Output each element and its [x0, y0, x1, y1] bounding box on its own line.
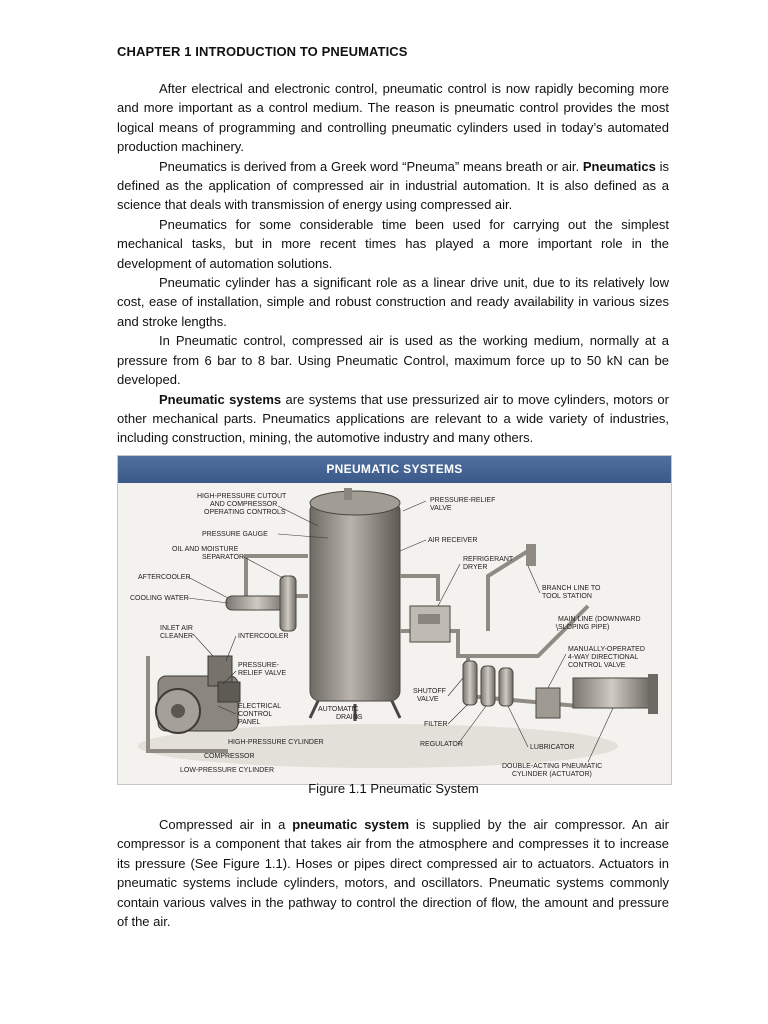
paragraph-1: After electrical and electronic control, pneumatic control is now rapidly becoming more and more important as a control medium. The reason is pneumatic control provides the most logical means of programming and controlling pneumatic cylinders used in today’s automated production machinery.	[117, 81, 669, 155]
label-inlet-2: CLEANER	[160, 633, 194, 640]
label-regulator: REGULATOR	[420, 741, 463, 748]
paragraph-4: Pneumatic cylinder has a significant role as a linear drive unit, due to its relatively low cost, ease of installation, simple and robust construction and ready availability in various sizes and stroke lengths.	[117, 275, 669, 329]
label-hp-cutout-3: OPERATING CONTROLS	[204, 509, 286, 516]
label-lubricator: LUBRICATOR	[530, 744, 575, 751]
label-prv-small-2: RELIEF VALVE	[238, 670, 286, 677]
label-manual-2: 4-WAY DIRECTIONAL	[568, 654, 639, 661]
paragraph-7-text: Compressed air in a	[159, 817, 293, 832]
label-filter: FILTER	[424, 721, 448, 728]
label-ref-dryer-2: DRYER	[463, 564, 488, 571]
paragraph-6	[117, 390, 669, 448]
label-oil-sep-2: SEPARATOR	[202, 554, 245, 561]
label-shutoff-2: VALVE	[417, 696, 439, 703]
figure-caption: Figure 1.1 Pneumatic System	[308, 781, 479, 796]
label-cooling-water: COOLING WATER	[130, 595, 189, 602]
label-ecp-3: PANEL	[238, 719, 261, 726]
paragraph-5: In Pneumatic control, compressed air is used as the working medium, normally at a pressure from 6 bar to 8 bar. Using Pneumatic Control, maximum force up to 50 kN can be developed.	[117, 333, 669, 388]
label-dacyl-2: CYLINDER (ACTUATOR)	[512, 771, 592, 778]
paragraph-7-bold: pneumatic system	[292, 817, 410, 832]
paragraph-2	[117, 157, 669, 215]
paragraph-2-bold: Pneumatics	[582, 158, 656, 174]
label-manual-3: CONTROL VALVE	[568, 662, 626, 669]
paragraph-7	[117, 815, 669, 931]
refrigerant-dryer	[410, 606, 450, 642]
intro-text	[117, 79, 669, 448]
label-hp-cutout-2: AND COMPRESSOR	[210, 501, 278, 508]
post-figure-text	[117, 815, 669, 931]
paragraph-2-rest: is defined as the application of compressed air in industrial automation. It is also defined as a science that deals with transmission of energy using compressed air.	[117, 158, 669, 213]
label-hp-cyl: HIGH-PRESSURE CYLINDER	[228, 739, 324, 746]
air-receiver-tank	[310, 488, 400, 721]
label-auto-2: DRAINS	[336, 714, 363, 721]
label-branch-1: BRANCH LINE TO	[542, 585, 601, 592]
label-dacyl-1: DOUBLE-ACTING PNEUMATIC	[502, 763, 603, 770]
chapter-title: CHAPTER 1 INTRODUCTION TO PNEUMATICS	[117, 44, 408, 59]
label-inlet-1: INLET AIR	[160, 625, 193, 632]
label-prv-top-2: VALVE	[430, 505, 452, 512]
label-shutoff-1: SHUTOFF	[413, 688, 446, 695]
label-compressor: COMPRESSOR	[204, 753, 255, 760]
directional-valve-cylinder	[536, 674, 658, 718]
frl-unit	[463, 661, 513, 706]
label-hp-cutout-1: HIGH-PRESSURE CUTOUT	[197, 493, 287, 500]
label-ref-dryer-1: REFRIGERANT	[463, 556, 514, 563]
label-prv-small-1: PRESSURE-	[238, 662, 279, 669]
label-main-1: MAIN LINE (DOWNWARD	[558, 616, 641, 623]
label-ecp-1: ELECTRICAL	[238, 703, 282, 710]
label-ecp-2: CONTROL	[238, 711, 273, 718]
paragraph-3: Pneumatics for some considerable time been used for carrying out the simplest mechanical tasks, but in more recent times has played a more important role in the development of automation solutions.	[117, 216, 669, 271]
label-manual-1: MANUALLY-OPERATED	[568, 646, 645, 653]
aftercooler-separator	[226, 576, 296, 631]
label-main-2: SLOPING PIPE)	[558, 624, 610, 631]
paragraph-7-rest: is supplied by the air compressor. An air compressor is a component that takes air from the atmosphere and compresses it to increase its pressure (See Figure 1.1). Hoses or pipes direct compressed air to actuators. Actuators in pneumatic systems include cylinders, motors, and oscillators. Pneumatic systems commonly contain various valves in the pathway to control the direction of flow, the amount and pressure of the air.	[117, 817, 670, 930]
label-intercooler: INTERCOOLER	[238, 633, 289, 640]
figure-banner: PNEUMATIC SYSTEMS	[118, 456, 671, 483]
branch-line	[526, 544, 536, 566]
pneumatic-system-diagram	[118, 456, 671, 784]
label-pressure-gauge: PRESSURE GAUGE	[202, 531, 268, 538]
label-aftercooler: AFTERCOOLER	[138, 574, 191, 581]
label-prv-top-1: PRESSURE-RELIEF	[430, 497, 496, 504]
paragraph-6-rest: are systems that use pressurized air to move cylinders, motors or other mechanical parts. Pneumatics applications are relevant to a wide variety of industries, including construction, mining, the automotive industry and many others.	[117, 391, 669, 446]
paragraph-2-text: Pneumatics is derived from a Greek word “Pneuma” means breath or air.	[159, 158, 583, 174]
pneumatic-system-figure	[117, 455, 672, 785]
paragraph-6-bold: Pneumatic systems	[159, 391, 282, 407]
label-lp-cyl: LOW-PRESSURE CYLINDER	[180, 767, 275, 774]
label-air-receiver: AIR RECEIVER	[428, 537, 478, 544]
label-oil-sep-1: OIL AND MOISTURE	[172, 546, 239, 553]
label-branch-2: TOOL STATION	[542, 593, 592, 600]
compressor-unit	[156, 656, 240, 733]
label-auto-1: AUTOMATIC	[318, 706, 359, 713]
